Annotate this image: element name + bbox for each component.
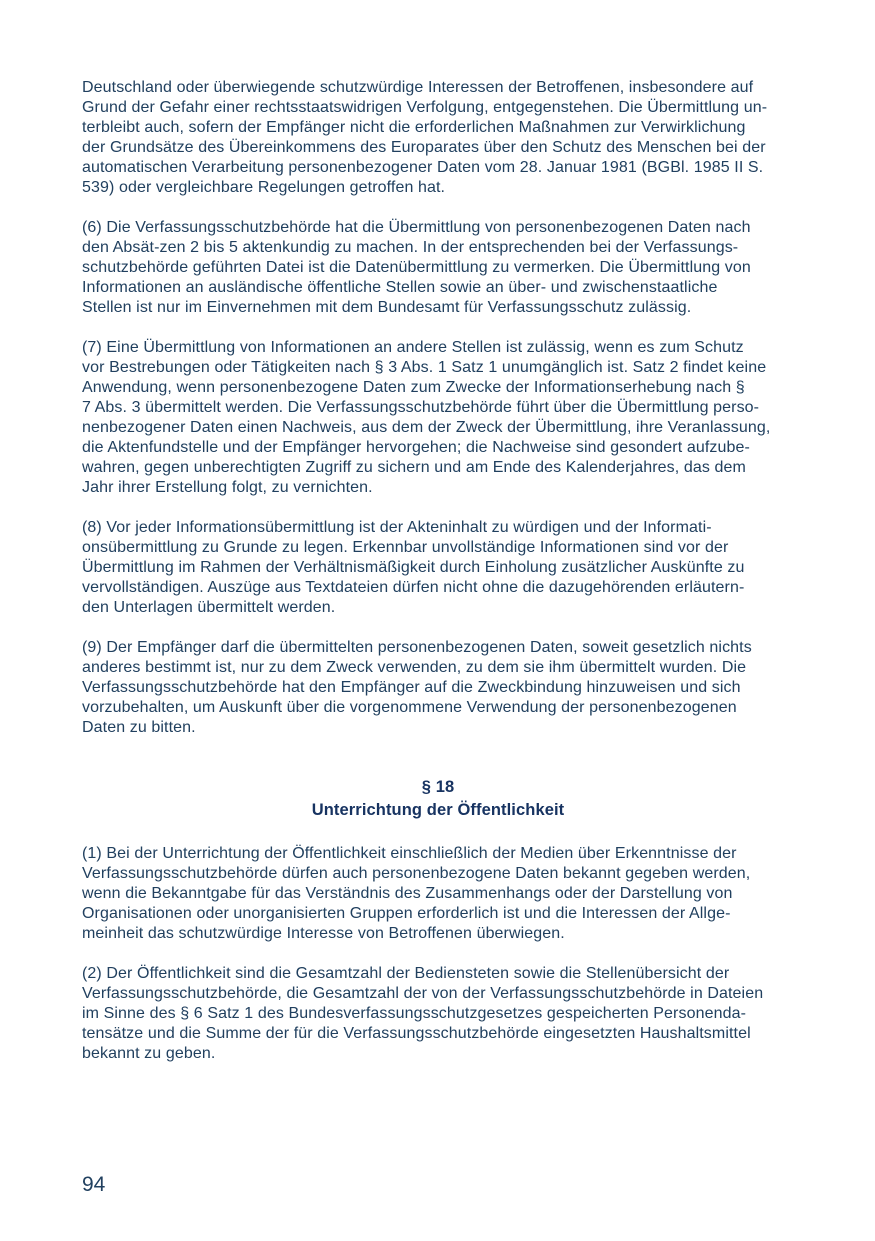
text-line: meinheit das schutzwürdige Interesse von Betroffenen überwiegen.: [82, 925, 565, 942]
text-line: den Absät-zen 2 bis 5 aktenkundig zu machen. In der entsprechenden bei der Verfassungs-: [82, 239, 739, 256]
text-line: vorzubehalten, um Auskunft über die vorgenommene Verwendung der personenbezogenen: [82, 699, 737, 716]
text-line: Unterrichtung der Öffentlichkeit: [311, 801, 565, 819]
paragraph-continuation: [82, 78, 794, 198]
text-line: wahren, gegen unberechtigten Zugriff zu sichern und am Ende des Kalenderjahres, das dem: [82, 459, 746, 476]
text-line: 539) oder vergleichbare Regelungen getroffen hat.: [82, 179, 446, 196]
text-column: [82, 78, 794, 1084]
text-line: Daten zu bitten.: [82, 719, 196, 736]
text-line: Jahr ihrer Erstellung folgt, zu vernichten.: [82, 479, 373, 496]
paragraph-absatz-8: [82, 518, 794, 618]
text-line: Informationen an ausländische öffentliche Stellen sowie an über- und zwischenstaatliche: [82, 279, 718, 296]
text-line: die Aktenfundstelle und der Empfänger hervorgehen; die Nachweise sind gesondert aufzube-: [82, 439, 750, 456]
paragraph-absatz-9: [82, 638, 794, 738]
text-line: nenbezogener Daten einen Nachweis, aus dem der Zweck der Übermittlung, ihre Veranlassung,: [82, 419, 771, 436]
text-line: Anwendung, wenn personenbezogene Daten zum Zwecke der Informationserhebung nach §: [82, 379, 745, 396]
text-line: den Unterlagen übermittelt werden.: [82, 599, 336, 616]
text-line: § 18: [421, 778, 455, 796]
text-line: im Sinne des § 6 Satz 1 des Bundesverfassungsschutzgesetzes gespeicherten Personenda-: [82, 1005, 747, 1022]
text-line: Organisationen oder unorganisierten Gruppen erforderlich ist und die Interessen der Allge-: [82, 905, 731, 922]
text-line: Übermittlung im Rahmen der Verhältnismäßigkeit durch Einholung zusätzlicher Auskünfte zu: [82, 559, 745, 576]
text-line: (1) Bei der Unterrichtung der Öffentlichkeit einschließlich der Medien über Erkenntnisse der: [82, 845, 737, 862]
text-line: schutzbehörde geführten Datei ist die Datenübermittlung zu vermerken. Die Übermittlung von: [82, 259, 751, 276]
page-number: 94: [82, 1173, 106, 1196]
text-line: wenn die Bekanntgabe für das Verständnis des Zusammenhangs oder der Darstellung von: [82, 885, 733, 902]
text-line: automatischen Verarbeitung personenbezogener Daten vom 28. Januar 1981 (BGBl. 1985 II S.: [82, 159, 764, 176]
text-line: terbleibt auch, sofern der Empfänger nicht die erforderlichen Maßnahmen zur Verwirklichung: [82, 119, 746, 136]
text-line: Grund der Gefahr einer rechtsstaatswidrigen Verfolgung, entgegenstehen. Die Übermittlung un-: [82, 99, 768, 116]
text-line: Verfassungsschutzbehörde, die Gesamtzahl der von der Verfassungsschutzbehörde in Dateien: [82, 985, 764, 1002]
text-line: vervollständigen. Auszüge aus Textdateien dürfen nicht ohne die dazugehörenden erläutern-: [82, 579, 745, 596]
text-line: 7 Abs. 3 übermittelt werden. Die Verfassungsschutzbehörde führt über die Übermittlung perso-: [82, 399, 760, 416]
text-line: (9) Der Empfänger darf die übermittelten personenbezogenen Daten, soweit gesetzlich nichts: [82, 639, 752, 656]
text-line: Stellen ist nur im Einvernehmen mit dem Bundesamt für Verfassungsschutz zulässig.: [82, 299, 692, 316]
paragraph-18-absatz-2: [82, 964, 794, 1064]
text-line: bekannt zu geben.: [82, 1045, 216, 1062]
text-line: Verfassungsschutzbehörde dürfen auch personenbezogene Daten bekannt gegeben werden,: [82, 865, 751, 882]
text-line: onsübermittlung zu Grunde zu legen. Erkennbar unvollständige Informationen sind vor der: [82, 539, 729, 556]
text-line: tensätze und die Summe der für die Verfassungsschutzbehörde eingesetzten Haushaltsmittel: [82, 1025, 751, 1042]
text-line: vor Bestrebungen oder Tätigkeiten nach § 3 Abs. 1 Satz 1 unumgänglich ist. Satz 2 findet keine: [82, 359, 767, 376]
text-line: (6) Die Verfassungsschutzbehörde hat die Übermittlung von personenbezogenen Daten nach: [82, 219, 751, 236]
section-heading-paragraph-18: [82, 776, 794, 822]
text-line: der Grundsätze des Übereinkommens des Europarates über den Schutz des Menschen bei der: [82, 139, 766, 156]
text-line: (7) Eine Übermittlung von Informationen an andere Stellen ist zulässig, wenn es zum Schutz: [82, 339, 744, 356]
paragraph-18-absatz-1: [82, 844, 794, 944]
text-line: (2) Der Öffentlichkeit sind die Gesamtzahl der Bediensteten sowie die Stellenübersicht der: [82, 965, 730, 982]
text-line: anderes bestimmt ist, nur zu dem Zweck verwenden, zu dem sie ihm übermittelt wurden. Die: [82, 659, 747, 676]
paragraph-absatz-7: [82, 338, 794, 498]
text-line: Verfassungsschutzbehörde hat den Empfänger auf die Zweckbindung hinzuweisen und sich: [82, 679, 741, 696]
paragraph-absatz-6: [82, 218, 794, 318]
text-line: (8) Vor jeder Informationsübermittlung ist der Akteninhalt zu würdigen und der Informati-: [82, 519, 712, 536]
text-line: Deutschland oder überwiegende schutzwürdige Interessen der Betroffenen, insbesondere auf: [82, 79, 754, 96]
